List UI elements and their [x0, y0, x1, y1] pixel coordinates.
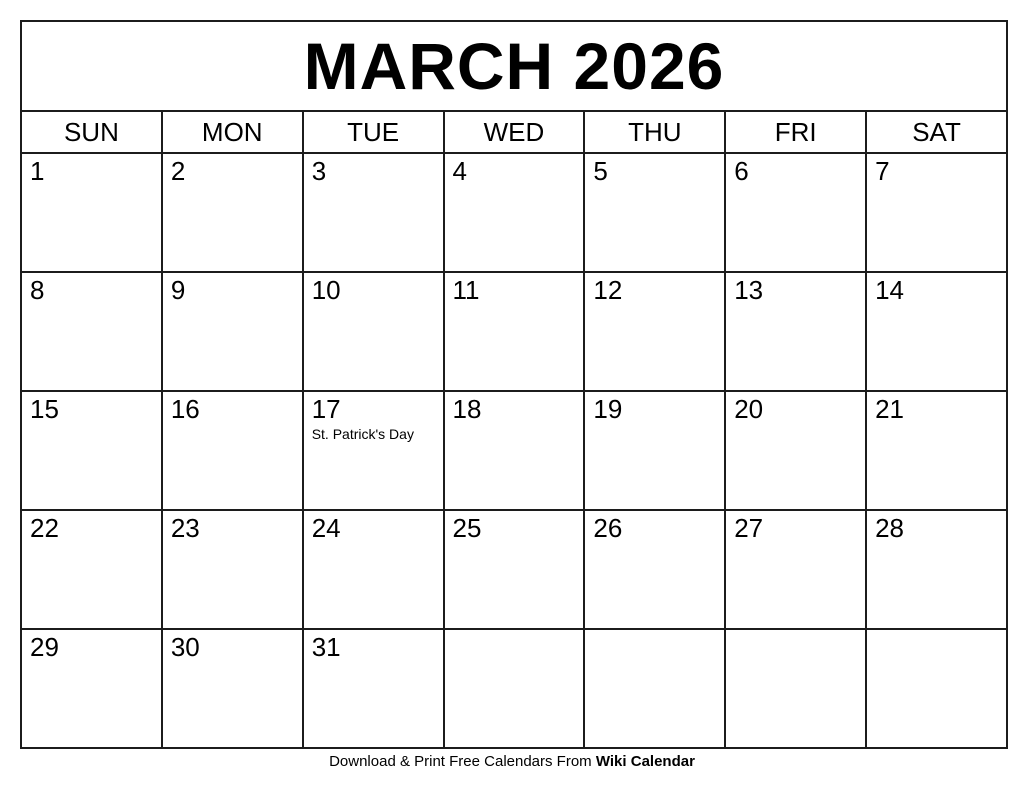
day-cell-empty-4 [866, 629, 1007, 748]
day-cell-13 [725, 272, 866, 391]
day-cell-4 [444, 153, 585, 272]
weekday-header-fri: FRI [725, 111, 866, 153]
day-number: 20 [734, 394, 764, 424]
day-cell-3 [303, 153, 444, 272]
day-number: 19 [593, 394, 623, 424]
weekday-header-sun: SUN [21, 111, 162, 153]
day-cell-30 [162, 629, 303, 748]
day-cell-19 [584, 391, 725, 510]
day-number: 7 [875, 156, 890, 186]
day-cell-2 [162, 153, 303, 272]
day-number: 24 [311, 513, 341, 543]
week-row-2 [21, 272, 1007, 391]
day-cell-23 [162, 510, 303, 629]
day-number: 14 [875, 275, 904, 305]
day-cell-1 [21, 153, 162, 272]
day-number: 30 [170, 632, 200, 662]
day-number: 29 [30, 632, 59, 662]
day-number: 4 [452, 156, 467, 186]
day-number: 27 [734, 513, 764, 543]
day-event-st-patricks-day: St. Patrick's Day [311, 425, 414, 442]
day-cell-8 [21, 272, 162, 391]
week-row-4 [21, 510, 1007, 629]
day-cell-7 [866, 153, 1007, 272]
week-row-1 [21, 153, 1007, 272]
title-cell [21, 21, 1007, 111]
day-cell-9 [162, 272, 303, 391]
footer-brand-link[interactable]: Wiki Calendar [595, 753, 695, 770]
weekday-header-mon: MON [162, 111, 303, 153]
day-number: 8 [30, 275, 45, 305]
day-cell-24 [303, 510, 444, 629]
footer-credit-text: Download & Print Free Calendars From [329, 753, 592, 770]
day-cell-31 [303, 629, 444, 748]
day-cell-15 [21, 391, 162, 510]
day-number: 2 [170, 156, 186, 186]
day-number: 1 [30, 156, 45, 186]
day-number: 10 [311, 275, 341, 305]
day-number: 11 [452, 275, 480, 305]
day-number: 26 [593, 513, 623, 543]
day-cell-11 [444, 272, 585, 391]
day-cell-5 [584, 153, 725, 272]
weekday-header-tue: TUE [303, 111, 444, 153]
day-cell-17 [303, 391, 444, 510]
day-cell-empty-2 [584, 629, 725, 748]
day-number: 5 [593, 156, 608, 186]
day-cell-14 [866, 272, 1007, 391]
day-number: 28 [875, 513, 904, 543]
footer-credit [0, 753, 1024, 771]
day-number: 18 [452, 394, 482, 424]
day-number: 13 [734, 275, 764, 305]
day-number: 22 [30, 513, 59, 543]
day-cell-27 [725, 510, 866, 629]
day-number: 9 [170, 275, 186, 305]
day-cell-16 [162, 391, 303, 510]
weekday-header-wed: WED [444, 111, 585, 153]
day-number: 6 [734, 156, 749, 186]
weekday-header-thu: THU [584, 111, 725, 153]
day-number: 25 [452, 513, 482, 543]
day-number: 16 [170, 394, 200, 424]
day-cell-18 [444, 391, 585, 510]
day-cell-26 [584, 510, 725, 629]
day-cell-empty-1 [444, 629, 585, 748]
day-cell-6 [725, 153, 866, 272]
day-number: 21 [875, 394, 904, 424]
day-cell-29 [21, 629, 162, 748]
day-cell-10 [303, 272, 444, 391]
day-number: 3 [311, 156, 327, 186]
day-cell-21 [866, 391, 1007, 510]
day-cell-22 [21, 510, 162, 629]
day-cell-empty-3 [725, 629, 866, 748]
weekday-header-row [21, 111, 1007, 153]
calendar-title: MARCH 2026 [303, 29, 725, 103]
day-cell-25 [444, 510, 585, 629]
week-row-5 [21, 629, 1007, 748]
day-number: 15 [30, 394, 59, 424]
day-cell-12 [584, 272, 725, 391]
day-cell-20 [725, 391, 866, 510]
week-row-3 [21, 391, 1007, 510]
day-number: 31 [311, 632, 341, 662]
title-row [21, 21, 1007, 111]
day-number: 17 [311, 394, 341, 424]
calendar-table [20, 20, 1008, 749]
day-number: 12 [593, 275, 623, 305]
day-number: 23 [170, 513, 200, 543]
day-cell-28 [866, 510, 1007, 629]
weekday-header-sat: SAT [866, 111, 1007, 153]
